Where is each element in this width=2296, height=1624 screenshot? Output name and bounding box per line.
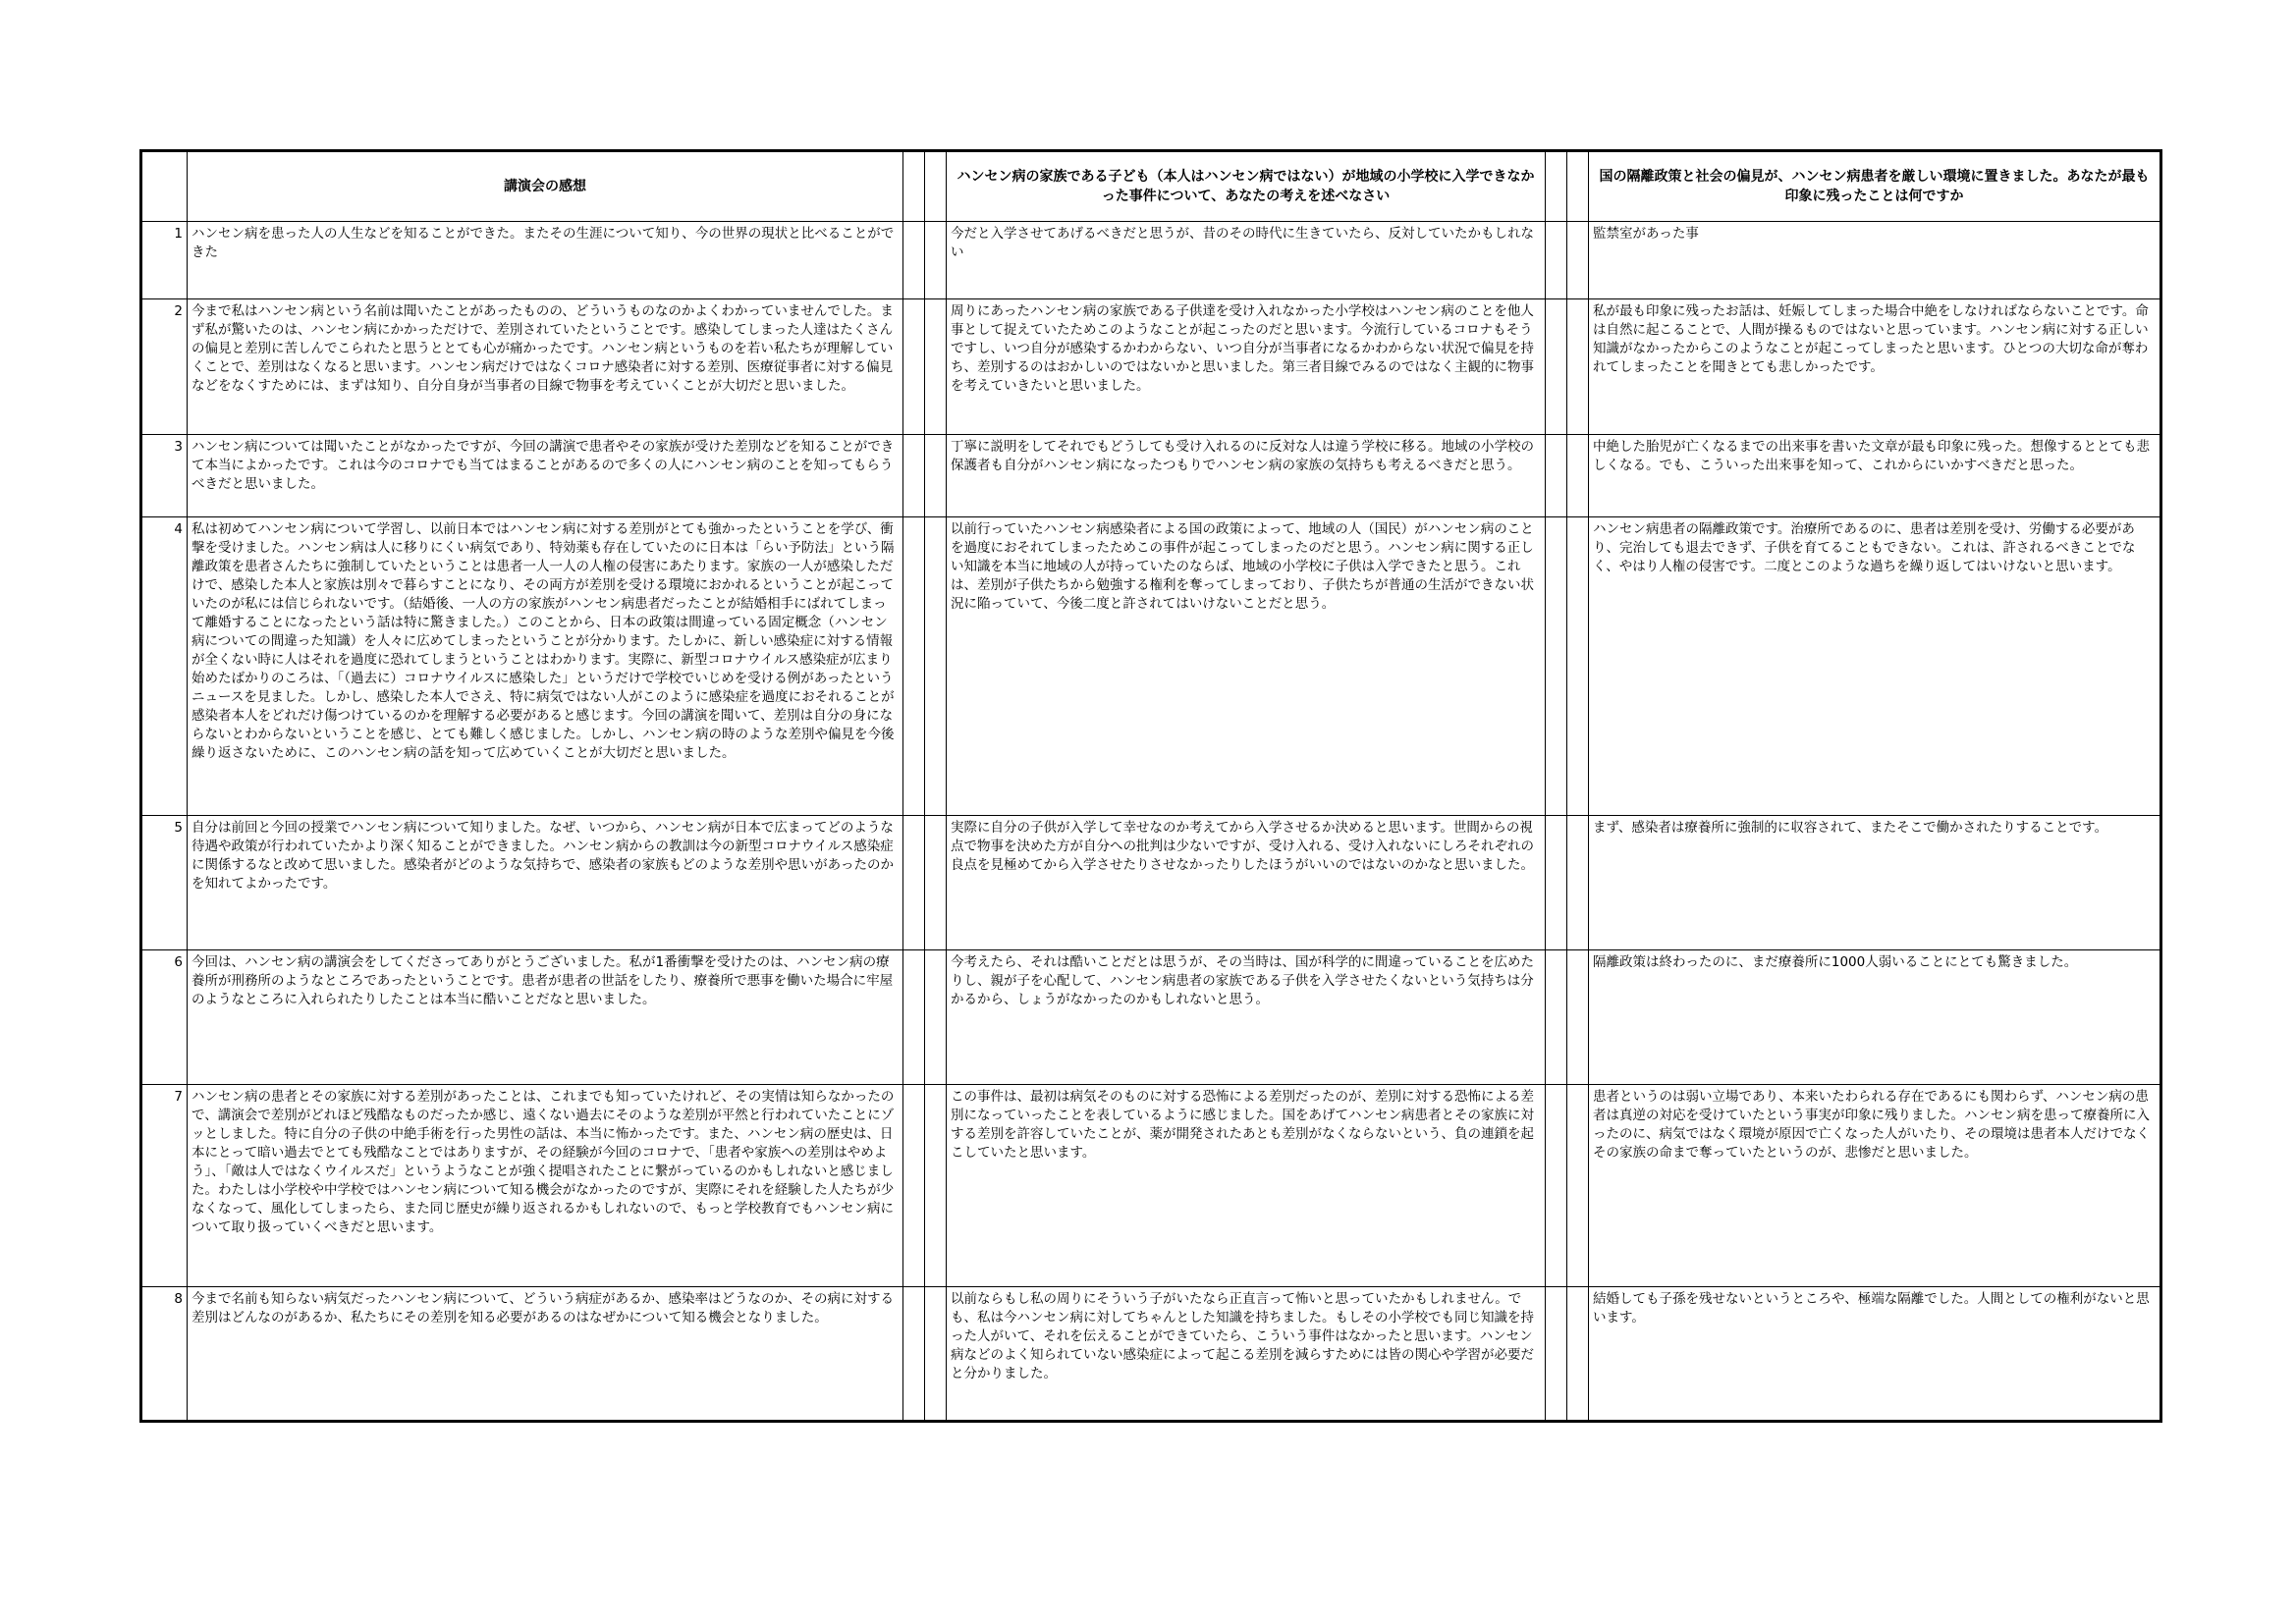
header-q3-isolation-policy: 国の隔離政策と社会の偏見が、ハンセン病患者を厳しい環境に置きました。あなたが最も印象に残ったことは何ですか bbox=[1589, 151, 2161, 222]
table-row bbox=[141, 1085, 2161, 1287]
spacer-cell bbox=[1546, 517, 1567, 816]
spacer-cell bbox=[1567, 435, 1589, 517]
spacer-cell bbox=[1546, 222, 1567, 299]
spacer-cell bbox=[925, 950, 947, 1085]
answer-q3: 隔離政策は終わったのに、まだ療養所に1000人弱いることにとても驚きました。 bbox=[1589, 950, 2161, 1085]
header-spacer-cell bbox=[1546, 151, 1567, 222]
spacer-cell bbox=[903, 222, 925, 299]
spacer-cell bbox=[903, 299, 925, 435]
answer-q2: 今だと入学させてあげるべきだと思うが、昔のその時代に生きていたら、反対していたかもしれない bbox=[947, 222, 1546, 299]
spacer-cell bbox=[1567, 1287, 1589, 1422]
spacer-cell bbox=[1546, 816, 1567, 950]
header-q2-school-incident: ハンセン病の家族である子ども（本人はハンセン病ではない）が地域の小学校に入学できなかった事件について、あなたの考えを述べなさい bbox=[947, 151, 1546, 222]
row-number: 7 bbox=[141, 1085, 188, 1287]
spacer-cell bbox=[1567, 517, 1589, 816]
header-q1-impressions: 講演会の感想 bbox=[188, 151, 903, 222]
answer-q2: 丁寧に説明をしてそれでもどうしても受け入れるのに反対な人は違う学校に移る。地域の小学校の保護者も自分がハンセン病になったつもりでハンセン病の家族の気持ちも考えるべきだと思う。 bbox=[947, 435, 1546, 517]
spacer-cell bbox=[1546, 1085, 1567, 1287]
answer-q3: ハンセン病患者の隔離政策です。治療所であるのに、患者は差別を受け、労働する必要があり、完治しても退去できず、子供を育てることもできない。これは、許されるべきことでなく、やはり人権の侵害です。二度とこのような過ちを繰り返してはいけないと思います。 bbox=[1589, 517, 2161, 816]
spacer-cell bbox=[1546, 435, 1567, 517]
spacer-cell bbox=[925, 435, 947, 517]
table-row bbox=[141, 222, 2161, 299]
survey-table bbox=[139, 149, 2162, 1423]
header-spacer-cell bbox=[925, 151, 947, 222]
row-number: 2 bbox=[141, 299, 188, 435]
spacer-cell bbox=[903, 1287, 925, 1422]
row-number: 1 bbox=[141, 222, 188, 299]
answer-q3: 私が最も印象に残ったお話は、妊娠してしまった場合中絶をしなければならないことです。命は自然に起こることで、人間が操るものではないと思っています。ハンセン病に対する正しい知識がなかったからこのようなことが起こってしまったと思います。ひとつの大切な命が奪われてしまったことを聞きとても悲しかったです。 bbox=[1589, 299, 2161, 435]
spacer-cell bbox=[1567, 1085, 1589, 1287]
spacer-cell bbox=[925, 816, 947, 950]
spacer-cell bbox=[903, 1085, 925, 1287]
row-number: 3 bbox=[141, 435, 188, 517]
spacer-cell bbox=[1546, 1287, 1567, 1422]
spacer-cell bbox=[903, 517, 925, 816]
spacer-cell bbox=[903, 435, 925, 517]
answer-q3: まず、感染者は療養所に強制的に収容されて、またそこで働かされたりすることです。 bbox=[1589, 816, 2161, 950]
spacer-cell bbox=[1567, 299, 1589, 435]
answer-q2: 以前行っていたハンセン病感染者による国の政策によって、地域の人（国民）がハンセン病のことを過度におそれてしまったためこの事件が起こってしまったのだと思う。ハンセン病に関する正しい知識を本当に地域の人が持っていたのならば、地域の小学校に子供は入学できたと思う。これは、差別が子供たちから勉強する権利を奪ってしまっており、子供たちが普通の生活ができない状況に陥っていて、今後二度と許されてはいけないことだと思う。 bbox=[947, 517, 1546, 816]
answer-q3: 結婚しても子孫を残せないというところや、極端な隔離でした。人間としての権利がないと思います。 bbox=[1589, 1287, 2161, 1422]
spacer-cell bbox=[925, 1287, 947, 1422]
spacer-cell bbox=[925, 299, 947, 435]
spacer-cell bbox=[903, 950, 925, 1085]
table-row bbox=[141, 1287, 2161, 1422]
row-number: 4 bbox=[141, 517, 188, 816]
table-row bbox=[141, 950, 2161, 1085]
spacer-cell bbox=[1567, 950, 1589, 1085]
answer-q2: 周りにあったハンセン病の家族である子供達を受け入れなかった小学校はハンセン病のことを他人事として捉えていたためこのようなことが起こったのだと思います。今流行しているコロナもそうですし、いつ自分が感染するかわからない、いつ自分が当事者になるかわからない状況で偏見を持ち、差別するのはおかしいのではないかと思いました。第三者目線でみるのではなく主観的に物事を考えていきたいと思いました。 bbox=[947, 299, 1546, 435]
answer-q2: 以前ならもし私の周りにそういう子がいたなら正直言って怖いと思っていたかもしれません。でも、私は今ハンセン病に対してちゃんとした知識を持ちました。もしその小学校でも同じ知識を持った人がいて、それを伝えることができていたら、こういう事件はなかったと思います。ハンセン病などのよく知られていない感染症によって起こる差別を減らすためには皆の関心や学習が必要だと分かりました。 bbox=[947, 1287, 1546, 1422]
answer-q1: ハンセン病を患った人の人生などを知ることができた。またその生涯について知り、今の世界の現状と比べることができた bbox=[188, 222, 903, 299]
header-row bbox=[141, 151, 2161, 222]
table-row bbox=[141, 517, 2161, 816]
answer-q3: 患者というのは弱い立場であり、本来いたわられる存在であるにも関わらず、ハンセン病の患者は真逆の対応を受けていたという事実が印象に残りました。ハンセン病を患って療養所に入ったのに、病気ではなく環境が原因で亡くなった人がいたり、その環境は患者本人だけでなくその家族の命まで奪っていたというのが、悲惨だと思いました。 bbox=[1589, 1085, 2161, 1287]
answer-q1: 今まで私はハンセン病という名前は聞いたことがあったものの、どういうものなのかよくわかっていませんでした。まず私が驚いたのは、ハンセン病にかかっただけで、差別されていたということです。感染してしまった人達はたくさんの偏見と差別に苦しんでこられたと思うととても心が痛かったです。ハンセン病というものを若い私たちが理解していくことで、差別はなくなると思います。ハンセン病だけではなくコロナ感染者に対する差別、医療従事者に対する偏見などをなくすためには、まずは知り、自分自身が当事者の目線で物事を考えていくことが大切だと思いました。 bbox=[188, 299, 903, 435]
header-spacer-cell bbox=[1567, 151, 1589, 222]
header-number-cell bbox=[141, 151, 188, 222]
answer-q2: この事件は、最初は病気そのものに対する恐怖による差別だったのが、差別に対する恐怖による差別になっていったことを表しているように感じました。国をあげてハンセン病患者とその家族に対する差別を許容していたことが、薬が開発されたあとも差別がなくならないという、負の連鎖を起こしていたと思います。 bbox=[947, 1085, 1546, 1287]
spacer-cell bbox=[925, 222, 947, 299]
answer-q1: ハンセン病の患者とその家族に対する差別があったことは、これまでも知っていたけれど、その実情は知らなかったので、講演会で差別がどれほど残酷なものだったか感じ、遠くない過去にそのような差別が平然と行われていたことにゾッとしました。特に自分の子供の中絶手術を行った男性の話は、本当に怖かったです。また、ハンセン病の歴史は、日本にとって暗い過去でとても残酷なことではありますが、その経験が今回のコロナで、「患者や家族への差別はやめよう」、「敵は人ではなくウイルスだ」というようなことが強く提唱されたことに繋がっているのかもしれないと感じました。わたしは小学校や中学校ではハンセン病について知る機会がなかったのですが、実際にそれを経験した人たちが少なくなって、風化してしまったら、また同じ歴史が繰り返されるかもしれないので、もっと学校教育でもハンセン病について取り扱っていくべきだと思います。 bbox=[188, 1085, 903, 1287]
spacer-cell bbox=[903, 816, 925, 950]
answer-q1: 自分は前回と今回の授業でハンセン病について知りました。なぜ、いつから、ハンセン病が日本で広まってどのような待遇や政策が行われていたかより深く知ることができました。ハンセン病からの教訓は今の新型コロナウイルス感染症に関係するなと改めて思いました。感染者がどのような気持ちで、感染者の家族もどのような差別や思いがあったのかを知れてよかったです。 bbox=[188, 816, 903, 950]
spacer-cell bbox=[1546, 299, 1567, 435]
spacer-cell bbox=[925, 517, 947, 816]
table-row bbox=[141, 816, 2161, 950]
row-number: 8 bbox=[141, 1287, 188, 1422]
row-number: 6 bbox=[141, 950, 188, 1085]
answer-q1: ハンセン病については聞いたことがなかったですが、今回の講演で患者やその家族が受けた差別などを知ることができて本当によかったです。これは今のコロナでも当てはまることがあるので多くの人にハンセン病のことを知ってもらうべきだと思いました。 bbox=[188, 435, 903, 517]
row-number: 5 bbox=[141, 816, 188, 950]
answer-q1: 今回は、ハンセン病の講演会をしてくださってありがとうございました。私が1番衝撃を受けたのは、ハンセン病の療養所が刑務所のようなところであったということです。患者が患者の世話をしたり、療養所で悪事を働いた場合に牢屋のようなところに入れられたりしたことは本当に酷いことだなと思いました。 bbox=[188, 950, 903, 1085]
answer-q1: 今まで名前も知らない病気だったハンセン病について、どういう病症があるか、感染率はどうなのか、その病に対する差別はどんなのがあるか、私たちにその差別を知る必要があるのはなぜかについて知る機会となりました。 bbox=[188, 1287, 903, 1422]
spacer-cell bbox=[1567, 816, 1589, 950]
answer-q2: 実際に自分の子供が入学して幸せなのか考えてから入学させるか決めると思います。世間からの視点で物事を決めた方が自分への批判は少ないですが、受け入れる、受け入れないにしろそれぞれの良点を見極めてから入学させたりさせなかったりしたほうがいいのではないのかなと思いました。 bbox=[947, 816, 1546, 950]
spacer-cell bbox=[1567, 222, 1589, 299]
answer-q3: 監禁室があった事 bbox=[1589, 222, 2161, 299]
table-row bbox=[141, 299, 2161, 435]
answer-q1: 私は初めてハンセン病について学習し、以前日本ではハンセン病に対する差別がとても強かったということを学び、衝撃を受けました。ハンセン病は人に移りにくい病気であり、特効薬も存在していたのに日本は「らい予防法」という隔離政策を患者さんたちに強制していたということは患者一人一人の人権の侵害にあたります。家族の一人が感染しただけで、感染した本人と家族は別々で暮らすことになり、その両方が差別を受ける環境におかれるということが起こっていたのが私には信じられないです。（結婚後、一人の方の家族がハンセン病患者だったことが結婚相手にばれてしまって離婚することになったという話は特に驚きました。）このことから、日本の政策は間違っている固定概念（ハンセン病についての間違った知識）を人々に広めてしまったということが分かります。たしかに、新しい感染症に対する情報が全くない時に人はそれを過度に恐れてしまうということはわかります。実際に、新型コロナウイルス感染症が広まり始めたばかりのころは、「（過去に）コロナウイルスに感染した」というだけで学校でいじめを受ける例があったというニュースを見ました。しかし、感染した本人でさえ、特に病気ではない人がこのように感染症を過度におそれることが感染者本人をどれだけ傷つけているのかを理解する必要があると感じます。今回の講演を聞いて、差別は自分の身にならないとわからないということを感じ、とても難しく感じました。しかし、ハンセン病の時のような差別や偏見を今後繰り返さないために、このハンセン病の話を知って広めていくことが大切だと思いました。 bbox=[188, 517, 903, 816]
spacer-cell bbox=[1546, 950, 1567, 1085]
answer-q3: 中絶した胎児が亡くなるまでの出来事を書いた文章が最も印象に残った。想像するととても悲しくなる。でも、こういった出来事を知って、これからにいかすべきだと思った。 bbox=[1589, 435, 2161, 517]
header-spacer-cell bbox=[903, 151, 925, 222]
spacer-cell bbox=[925, 1085, 947, 1287]
table-row bbox=[141, 435, 2161, 517]
answer-q2: 今考えたら、それは酷いことだとは思うが、その当時は、国が科学的に間違っていることを広めたりし、親が子を心配して、ハンセン病患者の家族である子供を入学させたくないという気持ちは分かるから、しょうがなかったのかもしれないと思う。 bbox=[947, 950, 1546, 1085]
